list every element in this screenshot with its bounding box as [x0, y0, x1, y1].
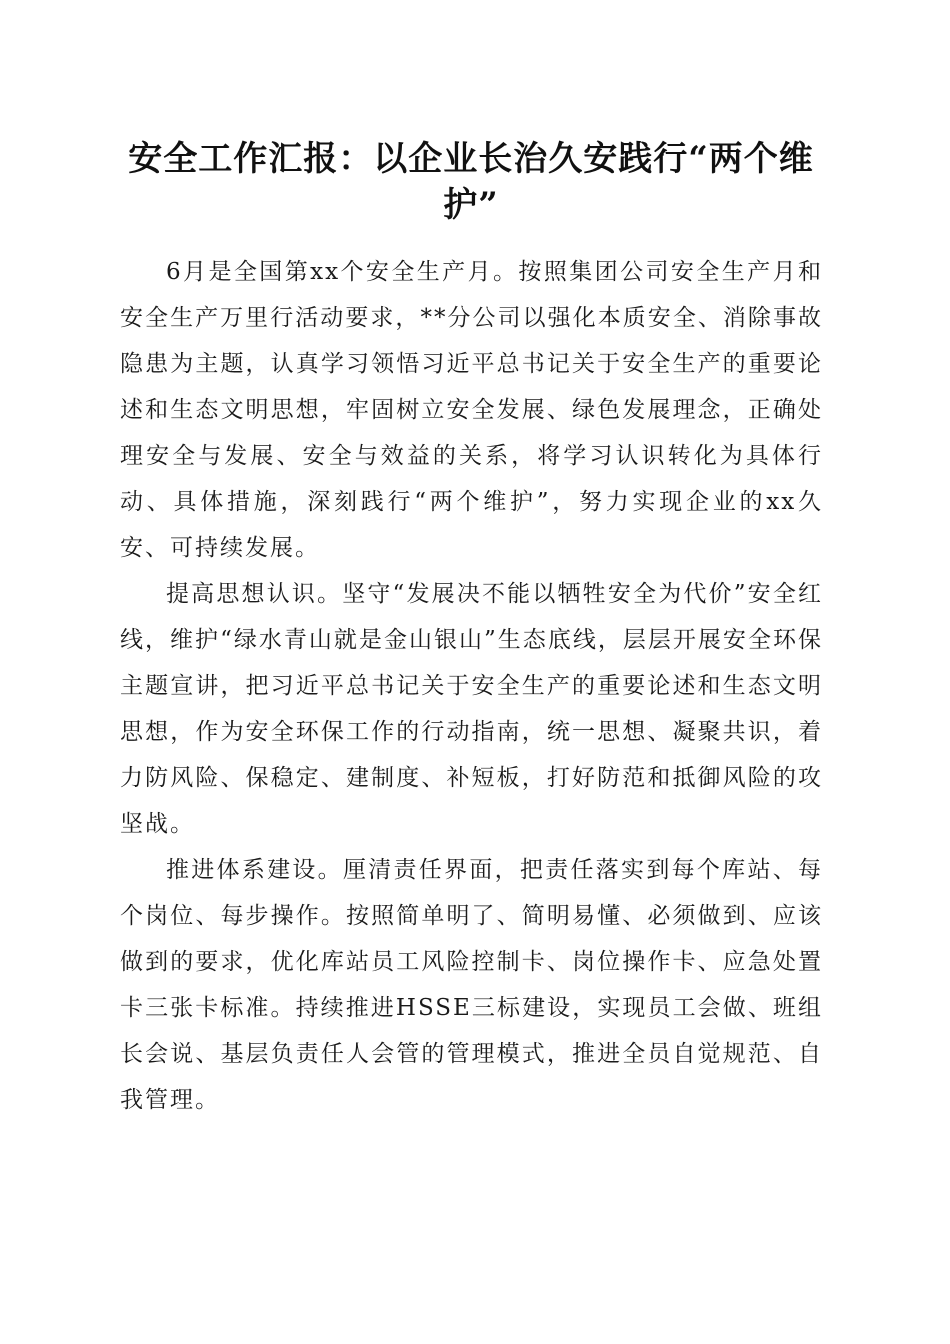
paragraph-intro: 6月是全国第xx个安全生产月。按照集团公司安全生产月和安全生产万里行活动要求，**分公司以强化本质安全、消除事故隐患为主题，认真学习领悟习近平总书记关于安全生产的重要论述和生态文明思想，牢固树立安全发展、绿色发展理念，正确处理安全与发展、安全与效益的关系，将学习认识转化为具体行动、具体措施，深刻践行“两个维护”，努力实现企业的xx久安、可持续发展。	[120, 259, 823, 561]
document-body	[120, 249, 823, 1123]
document-title: 安全工作汇报：以企业长治久安践行“两个维护”	[128, 139, 814, 225]
paragraph-system: 推进体系建设。厘清责任界面，把责任落实到每个库站、每个岗位、每步操作。按照简单明了、简明易懂、必须做到、应该做到的要求，优化库站员工风险控制卡、岗位操作卡、应急处置卡三张卡标准。持续推进HSSE三标建设，实现员工会做、班组长会说、基层负责任人会管的管理模式，推进全员自觉规范、自我管理。	[120, 857, 823, 1113]
paragraph-thinking: 提高思想认识。坚守“发展决不能以牺牲安全为代价”安全红线，维护“绿水青山就是金山银山”生态底线，层层开展安全环保主题宣讲，把习近平总书记关于安全生产的重要论述和生态文明思想，作为安全环保工作的行动指南，统一思想、凝聚共识，着力防风险、保稳定、建制度、补短板，打好防范和抵御风险的攻坚战。	[120, 581, 823, 837]
